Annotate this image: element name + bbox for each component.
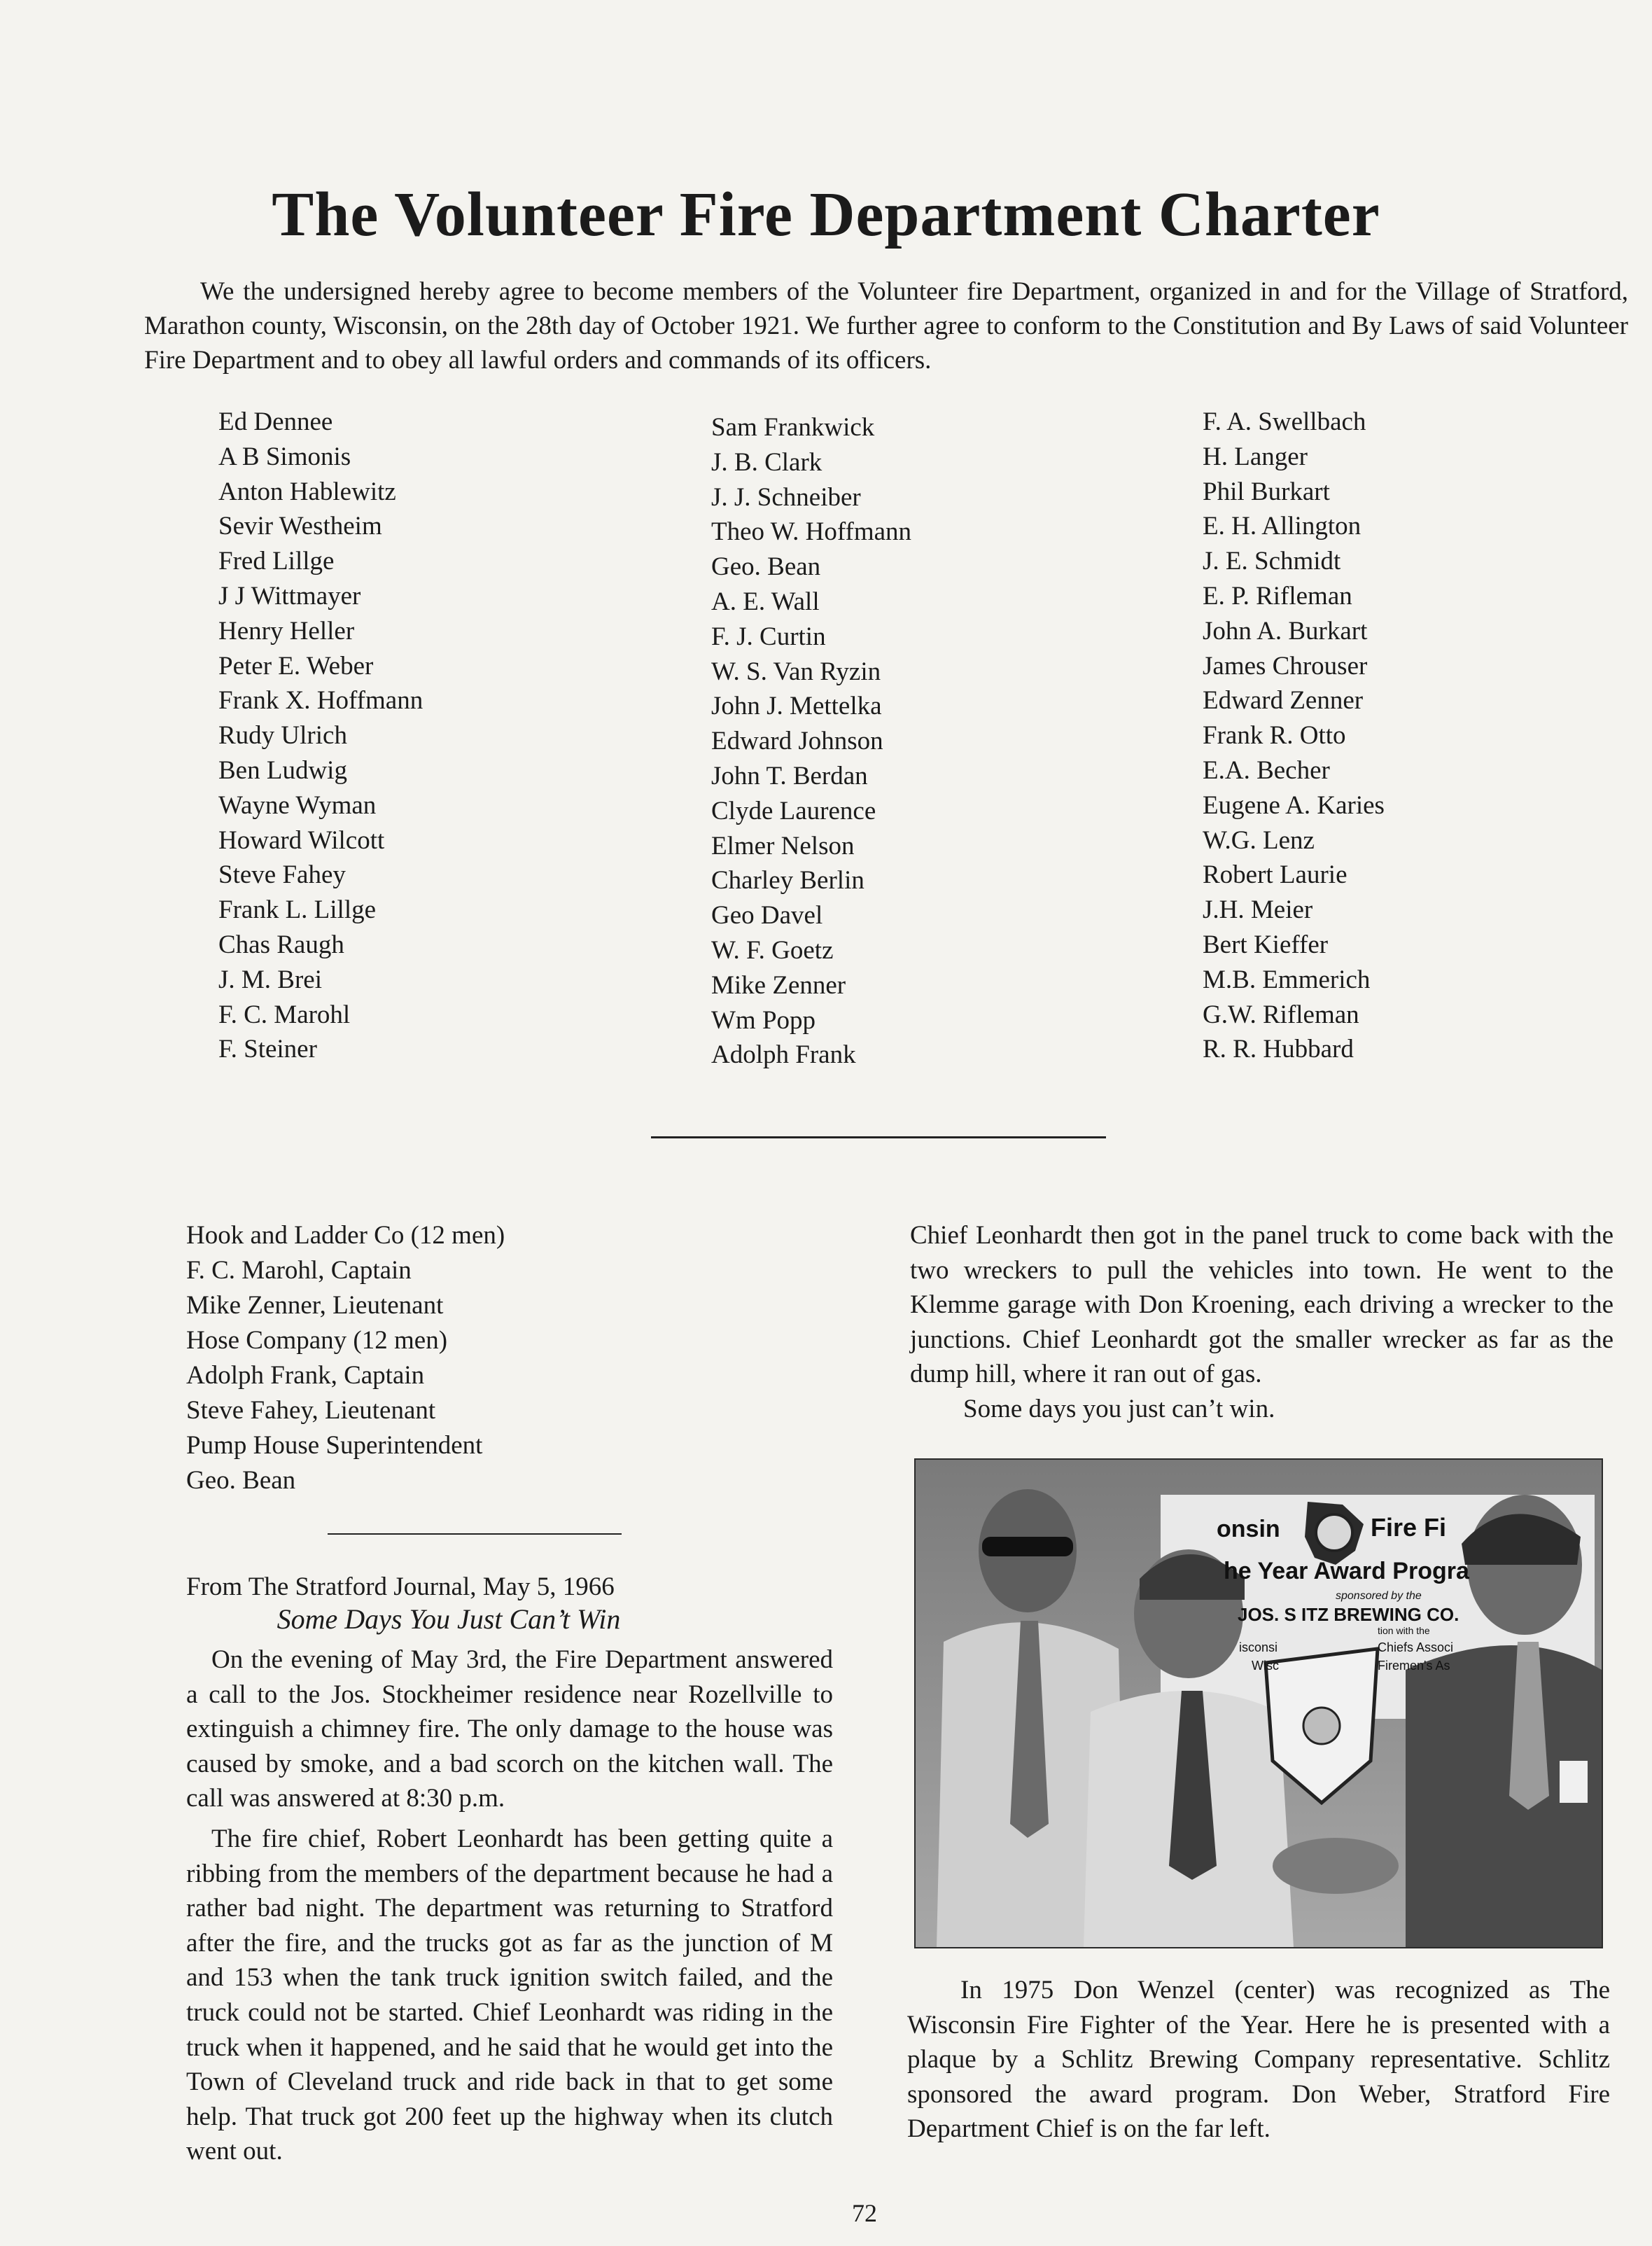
company-officer-line: Mike Zenner, Lieutenant [186, 1291, 444, 1320]
charter-intro: We the undersigned hereby agree to become members of the Volunteer fire Department, organized in and for the Village of Stratford, Marathon county, Wisconsin, on the 28th day of October 1921. We further agree to conform to the Constitution and By Laws of said Volunteer Fire Department and to obey all lawful orders and commands of its officers. [144, 277, 1628, 375]
company-officer-line: Geo. Bean [186, 1466, 296, 1495]
member-name: R. R. Hubbard [1203, 1035, 1354, 1064]
photo-banner-text: Fire Fi [1371, 1513, 1447, 1542]
member-name: H. Langer [1203, 442, 1308, 471]
member-name: F. A. Swellbach [1203, 407, 1366, 436]
member-name: Mike Zenner [711, 970, 846, 1000]
member-name: Sevir Westheim [218, 512, 382, 541]
member-name: Rudy Ulrich [218, 721, 347, 751]
member-name: F. Steiner [218, 1035, 317, 1064]
award-photo [914, 1458, 1603, 1948]
member-name: Edward Johnson [711, 727, 883, 756]
member-name: Elmer Nelson [711, 831, 855, 860]
company-officer-line: Hose Company (12 men) [186, 1326, 448, 1355]
member-name: Edward Zenner [1203, 686, 1364, 716]
photo-banner-text: he Year Award Progra [1224, 1558, 1469, 1584]
member-name: Chas Raugh [218, 930, 344, 959]
member-name: Frank L. Lillge [218, 895, 377, 925]
member-name: E.A. Becher [1203, 755, 1330, 785]
member-name: Wayne Wyman [218, 790, 377, 820]
photo-banner-text: Wisc [1252, 1659, 1279, 1673]
member-name: W. S. Van Ryzin [711, 657, 881, 686]
member-name: Frank X. Hoffmann [218, 686, 424, 716]
member-name: J. E. Schmidt [1203, 547, 1341, 576]
member-name: Ben Ludwig [218, 755, 347, 785]
member-name: J. B. Clark [711, 447, 822, 477]
member-name: James Chrouser [1203, 651, 1368, 681]
member-name: Bert Kieffer [1203, 930, 1329, 959]
photo-banner-text: tion with the [1378, 1625, 1430, 1636]
article-paragraph: The fire chief, Robert Leonhardt has been getting quite a ribbing from the members of the department because he had a rather bad night. The department was returning to Stratford after the fire, and the trucks got as far as the junction of M and 153 when the tank truck ignition switch failed, and the truck could not be started. Chief Leonhardt was riding in the truck when it happened, and he said that he would get into the Town of Cleveland truck and ride back in that to get some help. That truck got 200 feet up the highway when its clutch went out. [186, 1824, 833, 2166]
member-name: M.B. Emmerich [1203, 965, 1371, 994]
member-name: Howard Wilcott [218, 825, 385, 855]
member-name: Henry Heller [218, 616, 355, 646]
member-name: Clyde Laurence [711, 796, 876, 825]
member-name: J. M. Brei [218, 965, 322, 994]
member-name: J. J. Schneiber [711, 482, 861, 512]
member-name: E. H. Allington [1203, 512, 1362, 541]
member-name: E. P. Rifleman [1203, 581, 1352, 611]
company-officers-list [186, 1218, 505, 1498]
member-name: Eugene A. Karies [1203, 790, 1385, 820]
photo-banner-text: Firemen's As [1378, 1659, 1450, 1673]
member-name: G.W. Rifleman [1203, 1000, 1359, 1029]
article-body [186, 1642, 833, 2175]
company-officer-line: Hook and Ladder Co (12 men) [186, 1221, 505, 1250]
member-list-column-1 [218, 405, 423, 1067]
company-officer-line: F. C. Marohl, Captain [186, 1256, 412, 1285]
photo-banner-text: JOS. S ITZ BREWING CO. [1238, 1604, 1460, 1625]
article-title: Some Days You Just Can’t Win [276, 1603, 621, 1635]
member-name: John T. Berdan [711, 761, 868, 790]
member-name: W.G. Lenz [1203, 825, 1315, 855]
member-list-column-2 [711, 410, 911, 1073]
photo-banner-text: onsin [1217, 1516, 1280, 1542]
member-name: F. J. Curtin [711, 622, 826, 651]
member-name: John J. Mettelka [711, 692, 882, 721]
member-name: Phil Burkart [1203, 477, 1330, 506]
member-name: Anton Hablewitz [218, 477, 396, 506]
photo-banner-text: sponsored by the [1336, 1590, 1422, 1602]
member-name: Geo. Bean [711, 552, 821, 582]
article-paragraph: On the evening of May 3rd, the Fire Department answered a call to the Jos. Stockheimer residence near Rozellville to extinguish a chimney fire. The only damage to the house was caused by smoke, and a bad scorch on the kitchen wall. The call was answered at 8:30 p.m. [186, 1645, 833, 1813]
article-source: From The Stratford Journal, May 5, 1966 [186, 1572, 615, 1601]
photo-banner-text: Chiefs Associ [1378, 1640, 1454, 1654]
photo-caption [907, 1973, 1610, 2147]
member-name: Steve Fahey [218, 860, 346, 890]
member-name: J.H. Meier [1203, 895, 1313, 925]
member-name: Wm Popp [711, 1005, 816, 1035]
article-closing: Some days you just can’t win. [963, 1394, 1275, 1423]
article-divider [328, 1533, 622, 1535]
photo-caption-text: In 1975 Don Wenzel (center) was recognized as The Wisconsin Fire Fighter of the Year. Here he is presented with a plaque by a Schlitz Brewing Company representative. Schlitz sponsored the award program. Don Weber, Stratford Fire Department Chief is on the far left. [907, 1976, 1610, 2144]
photo-banner-text: isconsi [1239, 1640, 1278, 1654]
member-name: Peter E. Weber [218, 651, 374, 681]
company-officer-line: Adolph Frank, Captain [186, 1361, 425, 1390]
member-name: Charley Berlin [711, 866, 864, 895]
member-name: Theo W. Hoffmann [711, 517, 912, 547]
page-title: The Volunteer Fire Department Charter [272, 180, 1380, 249]
member-name: W. F. Goetz [711, 935, 834, 965]
member-name: A B Simonis [218, 442, 351, 471]
member-name: John A. Burkart [1203, 616, 1368, 646]
member-name: Adolph Frank [711, 1040, 856, 1070]
member-name: Sam Frankwick [711, 413, 875, 442]
member-name: F. C. Marohl [218, 1000, 351, 1029]
section-divider [651, 1136, 1106, 1138]
member-name: A. E. Wall [711, 587, 820, 616]
member-list-column-3 [1203, 405, 1385, 1067]
member-name: J J Wittmayer [218, 581, 361, 611]
company-officer-line: Steve Fahey, Lieutenant [186, 1396, 436, 1425]
member-name: Geo Davel [711, 901, 823, 930]
article-continuation [910, 1218, 1614, 1427]
member-name: Frank R. Otto [1203, 721, 1346, 751]
company-officer-line: Pump House Superintendent [186, 1431, 483, 1460]
member-name: Ed Dennee [218, 407, 333, 436]
member-name: Fred Lillge [218, 547, 335, 576]
page-number: 72 [852, 2199, 877, 2227]
article-paragraph: Chief Leonhardt then got in the panel truck to come back with the two wreckers to pull the vehicles into town. He went to the Klemme garage with Don Kroening, each driving a wrecker to the junctions. Chief Leonhardt got the smaller wrecker as far as the dump hill, where it ran out of gas. [910, 1221, 1614, 1389]
member-name: Robert Laurie [1203, 860, 1348, 890]
